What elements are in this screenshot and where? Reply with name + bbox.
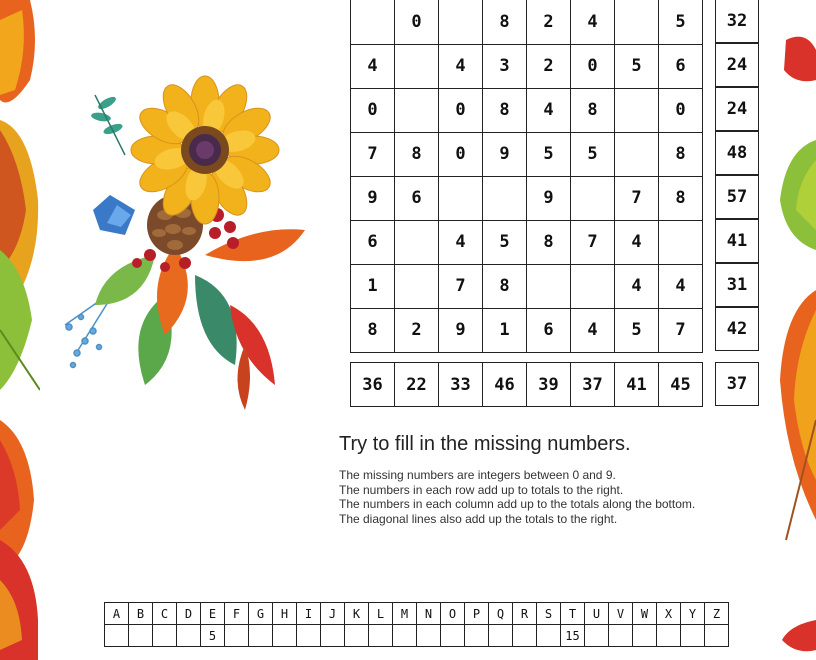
empty-grid-cell[interactable] (527, 264, 571, 308)
grid-cell: 9 (439, 308, 483, 352)
grid-cell: 4 (571, 308, 615, 352)
letter-key-value[interactable] (681, 625, 705, 647)
empty-grid-cell[interactable] (395, 44, 439, 88)
letter-key-value[interactable] (513, 625, 537, 647)
letter-key-letter: I (297, 603, 321, 625)
grid-cell: 4 (659, 264, 703, 308)
letter-key-letter: Z (705, 603, 729, 625)
grid-cell: 8 (483, 88, 527, 132)
letter-key-letter: O (441, 603, 465, 625)
empty-grid-cell[interactable] (659, 220, 703, 264)
instruction-line: The missing numbers are integers between 0 and 9. (339, 468, 616, 482)
letter-key-value[interactable] (465, 625, 489, 647)
grid-cell: 0 (395, 0, 439, 44)
letter-key-value[interactable]: 15 (561, 625, 585, 647)
letter-key-value[interactable] (369, 625, 393, 647)
letter-key-letter: E (201, 603, 225, 625)
empty-grid-cell[interactable] (395, 220, 439, 264)
puzzle-grid-row (351, 220, 703, 264)
letter-key-letter: M (393, 603, 417, 625)
letter-key-value[interactable] (417, 625, 441, 647)
letter-key-value[interactable] (225, 625, 249, 647)
grid-cell: 3 (483, 44, 527, 88)
right-autumn-leaves-decoration (776, 0, 816, 660)
grid-cell: 2 (527, 0, 571, 44)
letter-key-letter: T (561, 603, 585, 625)
letter-key-value[interactable] (345, 625, 369, 647)
empty-grid-cell[interactable] (351, 0, 395, 44)
row-total-cell: 31 (715, 263, 759, 307)
letter-key-letter: W (633, 603, 657, 625)
grid-cell: 1 (351, 264, 395, 308)
letter-key-value[interactable]: 5 (201, 625, 225, 647)
row-total-cell: 57 (715, 175, 759, 219)
grid-cell: 5 (615, 44, 659, 88)
grid-cell: 0 (659, 88, 703, 132)
grid-cell: 0 (351, 88, 395, 132)
row-total-cell: 42 (715, 307, 759, 351)
instruction-line: The numbers in each row add up to totals to the right. (339, 482, 624, 497)
letter-key-letters-row (105, 603, 729, 625)
diagonal-total-cell (715, 362, 759, 406)
puzzle-grid-row (351, 0, 703, 44)
grid-cell: 2 (395, 308, 439, 352)
empty-grid-cell[interactable] (439, 0, 483, 44)
instruction-line: The diagonal lines also add up the totals to the right. (339, 511, 618, 526)
diagonal-total-value: 37 (726, 374, 748, 394)
grid-cell: 5 (615, 308, 659, 352)
puzzle-grid-row (351, 176, 703, 220)
letter-key-value[interactable] (585, 625, 609, 647)
column-total-cell: 22 (395, 363, 439, 407)
empty-grid-cell[interactable] (439, 176, 483, 220)
letter-key-letter: D (177, 603, 201, 625)
empty-grid-cell[interactable] (615, 0, 659, 44)
grid-cell: 8 (395, 132, 439, 176)
grid-cell: 5 (659, 0, 703, 44)
letter-key-letter: N (417, 603, 441, 625)
letter-key-value[interactable] (297, 625, 321, 647)
column-total-cell: 45 (659, 363, 703, 407)
letter-key-letter: V (609, 603, 633, 625)
column-total-cell: 36 (351, 363, 395, 407)
row-total-cell: 32 (715, 0, 759, 43)
empty-grid-cell[interactable] (571, 176, 615, 220)
letter-key-letter: X (657, 603, 681, 625)
grid-cell: 8 (527, 220, 571, 264)
grid-cell: 8 (659, 176, 703, 220)
empty-grid-cell[interactable] (615, 132, 659, 176)
grid-cell: 0 (571, 44, 615, 88)
grid-cell: 7 (615, 176, 659, 220)
instruction-line: The numbers in each column add up to the totals along the bottom. (339, 497, 696, 511)
grid-cell: 4 (439, 220, 483, 264)
grid-cell: 0 (439, 88, 483, 132)
letter-key-value[interactable] (153, 625, 177, 647)
empty-grid-cell[interactable] (395, 88, 439, 132)
letter-key-letter: C (153, 603, 177, 625)
column-total-cell: 46 (483, 363, 527, 407)
letter-key-value[interactable] (249, 625, 273, 647)
letter-key-letter: J (321, 603, 345, 625)
column-total-cell: 39 (527, 363, 571, 407)
letter-key-letter: U (585, 603, 609, 625)
letter-key-letter: Y (681, 603, 705, 625)
letter-key-value[interactable] (321, 625, 345, 647)
letter-key-letter: F (225, 603, 249, 625)
letter-key-value[interactable] (177, 625, 201, 647)
grid-cell: 8 (483, 264, 527, 308)
left-autumn-leaves-decoration (0, 0, 40, 660)
letter-key-letter: S (537, 603, 561, 625)
grid-cell: 8 (571, 88, 615, 132)
grid-cell: 6 (659, 44, 703, 88)
letter-key-value[interactable] (705, 625, 729, 647)
grid-cell: 2 (527, 44, 571, 88)
grid-cell: 0 (439, 132, 483, 176)
puzzle-grid-row (351, 44, 703, 88)
puzzle-grid-row (351, 132, 703, 176)
puzzle-title: Try to fill in the missing numbers. (339, 433, 631, 455)
grid-cell: 6 (395, 176, 439, 220)
grid-cell: 7 (659, 308, 703, 352)
empty-grid-cell[interactable] (483, 176, 527, 220)
sunflower-bouquet-illustration (55, 55, 315, 415)
puzzle-grid-row (351, 264, 703, 308)
letter-key-value[interactable] (489, 625, 513, 647)
letter-key-value[interactable] (537, 625, 561, 647)
column-total-cell: 33 (439, 363, 483, 407)
grid-cell: 6 (527, 308, 571, 352)
letter-key-letter: G (249, 603, 273, 625)
letter-key-value[interactable] (633, 625, 657, 647)
empty-grid-cell[interactable] (571, 264, 615, 308)
grid-cell: 7 (351, 132, 395, 176)
letter-key-letter: H (273, 603, 297, 625)
empty-grid-cell[interactable] (395, 264, 439, 308)
letter-key-value[interactable] (393, 625, 417, 647)
puzzle-grid-row (351, 308, 703, 352)
grid-cell: 4 (571, 0, 615, 44)
letter-key-letter: L (369, 603, 393, 625)
letter-key-value[interactable] (273, 625, 297, 647)
column-totals-row (350, 362, 703, 407)
grid-cell: 4 (615, 264, 659, 308)
row-total-cell: 41 (715, 219, 759, 263)
letter-key-values-row (105, 625, 729, 647)
letter-key-value[interactable] (441, 625, 465, 647)
letter-key-value[interactable] (609, 625, 633, 647)
grid-cell: 5 (571, 132, 615, 176)
puzzle-instructions (339, 468, 695, 526)
letter-key-value[interactable] (657, 625, 681, 647)
grid-cell: 5 (527, 132, 571, 176)
grid-cell: 9 (351, 176, 395, 220)
grid-cell: 7 (571, 220, 615, 264)
row-total-cell: 24 (715, 87, 759, 131)
grid-cell: 9 (483, 132, 527, 176)
grid-cell: 4 (439, 44, 483, 88)
puzzle-grid (350, 0, 703, 353)
letter-key-letter: A (105, 603, 129, 625)
column-total-cell: 37 (571, 363, 615, 407)
row-total-cell: 24 (715, 43, 759, 87)
grid-cell: 4 (527, 88, 571, 132)
grid-cell: 8 (351, 308, 395, 352)
empty-grid-cell[interactable] (615, 88, 659, 132)
puzzle-grid-row (351, 88, 703, 132)
row-total-cell: 48 (715, 131, 759, 175)
letter-key-letter: R (513, 603, 537, 625)
letter-key-letter: P (465, 603, 489, 625)
grid-cell: 8 (659, 132, 703, 176)
grid-cell: 7 (439, 264, 483, 308)
letter-key-letter: K (345, 603, 369, 625)
grid-cell: 4 (351, 44, 395, 88)
grid-cell: 5 (483, 220, 527, 264)
letter-key-value[interactable] (129, 625, 153, 647)
grid-cell: 6 (351, 220, 395, 264)
grid-cell: 4 (615, 220, 659, 264)
column-total-cell: 41 (615, 363, 659, 407)
grid-cell: 9 (527, 176, 571, 220)
letter-key-value[interactable] (105, 625, 129, 647)
letter-key-table (104, 602, 729, 647)
grid-cell: 8 (483, 0, 527, 44)
letter-key-letter: B (129, 603, 153, 625)
grid-cell: 1 (483, 308, 527, 352)
letter-key-letter: Q (489, 603, 513, 625)
